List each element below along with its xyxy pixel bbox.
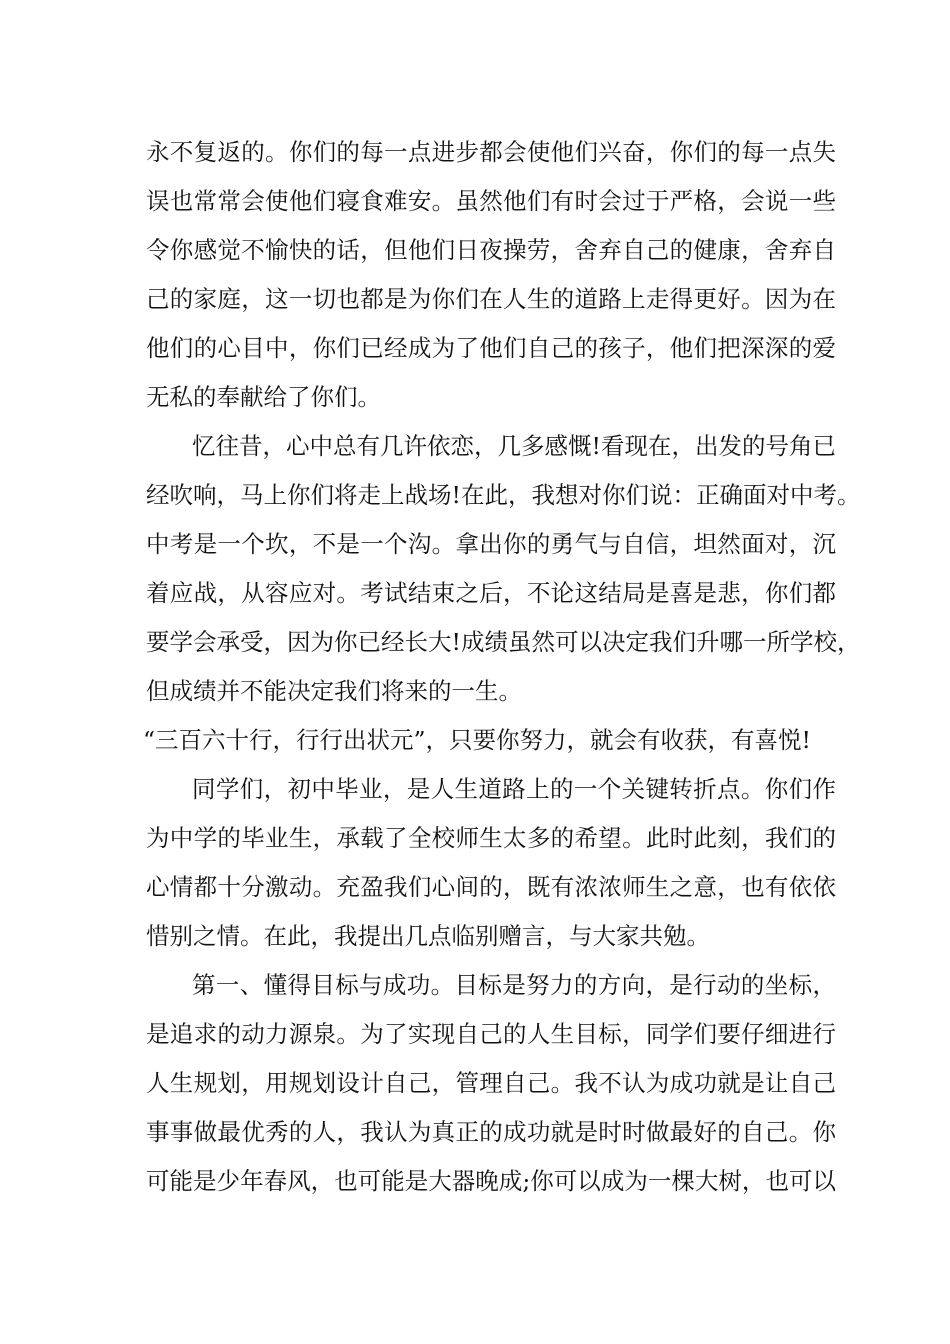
text-line: 己的家庭，这一切也都是为你们在人生的道路上走得更好。因为在 bbox=[146, 285, 836, 313]
text-line: 忆往昔，心中总有几许依恋，几多感慨!看现在，出发的号角已 bbox=[192, 432, 836, 460]
text-line: “三百六十行，行行出状元”，只要你努力，就会有收获，有喜悦! bbox=[143, 726, 811, 754]
text-line: 他们的心目中，你们已经成为了他们自己的孩子，他们把深深的爱 bbox=[146, 334, 836, 362]
text-line: 同学们，初中毕业，是人生道路上的一个关键转折点。你们作 bbox=[192, 775, 836, 803]
text-line: 可能是少年春风，也可能是大器晚成;你可以成为一棵大树，也可以 bbox=[146, 1167, 836, 1195]
text-line: 心情都十分激动。充盈我们心间的，既有浓浓师生之意，也有依依 bbox=[146, 873, 836, 901]
text-line: 惜别之情。在此，我提出几点临别赠言，与大家共勉。 bbox=[146, 922, 710, 950]
text-line: 事事做最优秀的人，我认为真正的成功就是时时做最好的自己。你 bbox=[146, 1118, 836, 1146]
text-line: 为中学的毕业生，承载了全校师生太多的希望。此时此刻，我们的 bbox=[146, 824, 836, 852]
text-line: 经吹响，马上你们将走上战场!在此，我想对你们说：正确面对中考。 bbox=[146, 481, 861, 509]
text-line: 人生规划，用规划设计自己，管理自己。我不认为成功就是让自己 bbox=[146, 1069, 836, 1097]
body-text bbox=[143, 128, 861, 1206]
text-line: 第一、懂得目标与成功。目标是努力的方向，是行动的坐标， bbox=[192, 971, 836, 999]
text-line: 是追求的动力源泉。为了实现自己的人生目标，同学们要仔细进行 bbox=[146, 1020, 836, 1048]
text-line: 误也常常会使他们寝食难安。虽然他们有时会过于严格，会说一些 bbox=[146, 187, 836, 215]
text-line: 要学会承受，因为你已经长大!成绩虽然可以决定我们升哪一所学校， bbox=[146, 628, 861, 656]
text-line: 无私的奉献给了你们。 bbox=[146, 383, 381, 411]
text-line: 着应战，从容应对。考试结束之后，不论这结局是喜是悲，你们都 bbox=[146, 579, 836, 607]
text-line: 但成绩并不能决定我们将来的一生。 bbox=[146, 677, 522, 705]
text-line: 永不复返的。你们的每一点进步都会使他们兴奋，你们的每一点失 bbox=[146, 138, 836, 166]
text-line: 令你感觉不愉快的话，但他们日夜操劳，舍弃自己的健康，舍弃自 bbox=[146, 236, 836, 264]
text-line: 中考是一个坎，不是一个沟。拿出你的勇气与自信，坦然面对，沉 bbox=[146, 530, 836, 558]
